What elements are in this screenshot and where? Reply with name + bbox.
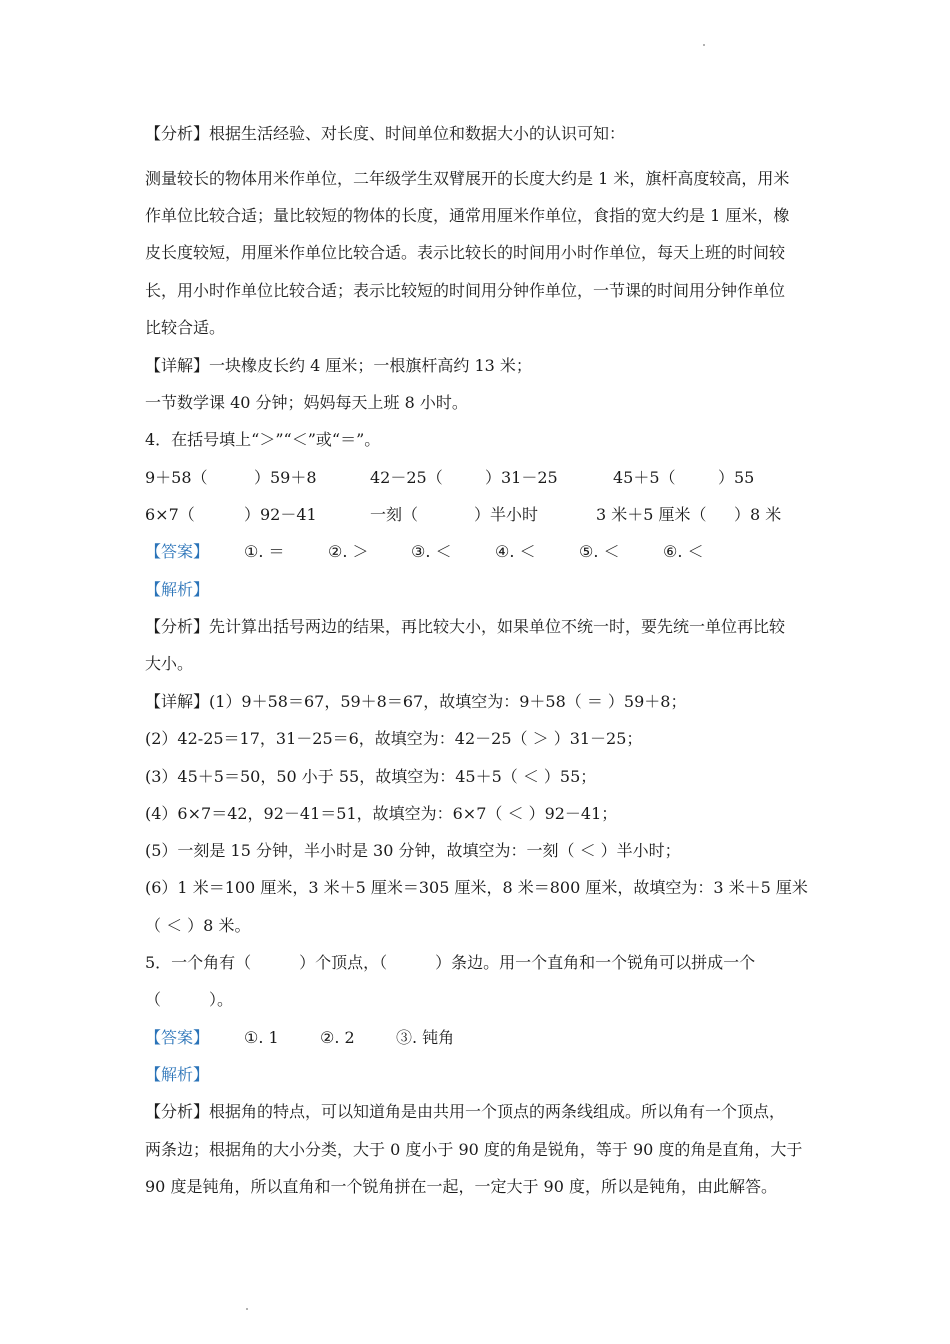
prev-detail-line-2: 一节数学课 40 分钟；妈妈每天上班 8 小时。: [145, 393, 468, 412]
q4-r2-c1-left: 6×7（: [145, 505, 195, 524]
q4-answer-3: ③. ＜: [411, 542, 452, 561]
q5-question-line-2: （ ）。: [145, 990, 234, 1009]
prev-analysis-heading: 【分析】根据生活经验、对长度、时间单位和数据大小的认识可知：: [145, 124, 626, 143]
q5-explain-tag: 【解析】: [145, 1065, 210, 1084]
prev-analysis-line-1: 测量较长的物体用米作单位，二年级学生双臂展开的长度大约是 1 米，旗杆高度较高，用米: [145, 169, 790, 188]
q4-question: 4．在括号填上“＞”“＜”或“＝”。: [145, 430, 381, 449]
q5-analysis-line-2: 两条边；根据角的大小分类，大于 0 度小于 90 度的角是锐角，等于 90 度的角是直角，大于: [145, 1140, 803, 1159]
q4-detail-line-1: 【详解】(1）9＋58＝67，59＋8＝67，故填空为：9＋58（ ＝ ）59＋8；: [145, 692, 687, 711]
q4-answer-4: ④. ＜: [495, 542, 536, 561]
q4-detail-line-4: (4）6×7＝42，92－41＝51，故填空为：6×7（ ＜ ）92－41；: [145, 804, 618, 823]
q4-r1-c2-right: ）31－25: [485, 468, 558, 487]
prev-analysis-line-2: 作单位比较合适；量比较短的物体的长度，通常用厘米作单位，食指的宽大约是 1 厘米，橡: [145, 206, 790, 225]
q5-answer-3: ③. 钝角: [396, 1028, 455, 1047]
q4-answer-1: ①. ＝: [244, 542, 285, 561]
q4-detail-line-5: (5）一刻是 15 分钟，半小时是 30 分钟，故填空为：一刻（ ＜ ）半小时；: [145, 841, 681, 860]
q4-analysis-line-1: 【分析】先计算出括号两边的结果，再比较大小，如果单位不统一时，要先统一单位再比较: [145, 617, 786, 636]
q4-r2-c2-left: 一刻（: [370, 505, 419, 524]
q5-analysis-line-1: 【分析】根据角的特点，可以知道角是由共用一个顶点的两条线组成。所以角有一个顶点，: [145, 1102, 786, 1121]
q4-detail-line-2: (2）42-25＝17，31－25＝6，故填空为：42－25（ ＞ ）31－25；: [145, 729, 643, 748]
q4-detail-line-3: (3）45＋5＝50，50 小于 55，故填空为：45＋5（ ＜ ）55；: [145, 767, 597, 786]
q4-answer-5: ⑤. ＜: [579, 542, 620, 561]
scan-dot-bottom: [246, 1308, 248, 1310]
q4-answer-tag: 【答案】: [145, 542, 210, 561]
q4-answer-2: ②. ＞: [328, 542, 369, 561]
q4-r1-c1-right: ）59＋8: [254, 468, 317, 487]
prev-analysis-line-5: 比较合适。: [145, 318, 226, 337]
q4-r2-c2-right: ）半小时: [474, 505, 539, 524]
q4-r2-c3-right: ）8 米: [734, 505, 782, 524]
q4-r2-c1-right: ）92－41: [244, 505, 317, 524]
q5-answer-tag: 【答案】: [145, 1028, 210, 1047]
q4-r1-c3-right: ）55: [718, 468, 755, 487]
q5-answer-1: ①. 1: [244, 1028, 279, 1047]
q4-detail-line-6: (6）1 米＝100 厘米，3 米＋5 厘米＝305 厘米，8 米＝800 厘米，故填空为：3 米＋5 厘米: [145, 878, 808, 897]
q5-question-line-1: 5．一个角有（ ）个顶点，（ ）条边。用一个直角和一个锐角可以拼成一个: [145, 953, 756, 972]
prev-analysis-line-4: 长，用小时作单位比较合适；表示比较短的时间用分钟作单位，一节课的时间用分钟作单位: [145, 281, 786, 300]
q4-analysis-line-2: 大小。: [145, 654, 194, 673]
q4-r1-c3-left: 45＋5（: [613, 468, 676, 487]
q4-answer-6: ⑥. ＜: [663, 542, 704, 561]
q4-explain-tag: 【解析】: [145, 580, 210, 599]
q4-r1-c1-left: 9＋58（: [145, 468, 208, 487]
q4-r1-c2-left: 42－25（: [370, 468, 443, 487]
q5-answer-2: ②. 2: [320, 1028, 355, 1047]
q4-detail-line-7: （ ＜ ）8 米。: [145, 916, 251, 935]
prev-analysis-line-3: 皮长度较短，用厘米作单位比较合适。表示比较长的时间用小时作单位，每天上班的时间较: [145, 243, 786, 262]
q4-r2-c3-left: 3 米＋5 厘米（: [596, 505, 707, 524]
prev-detail-line-1: 【详解】一块橡皮长约 4 厘米；一根旗杆高约 13 米；: [145, 356, 532, 375]
q5-analysis-line-3: 90 度是钝角，所以直角和一个锐角拼在一起，一定大于 90 度，所以是钝角，由此解答。: [145, 1177, 777, 1196]
scan-dot-top: [703, 44, 705, 46]
